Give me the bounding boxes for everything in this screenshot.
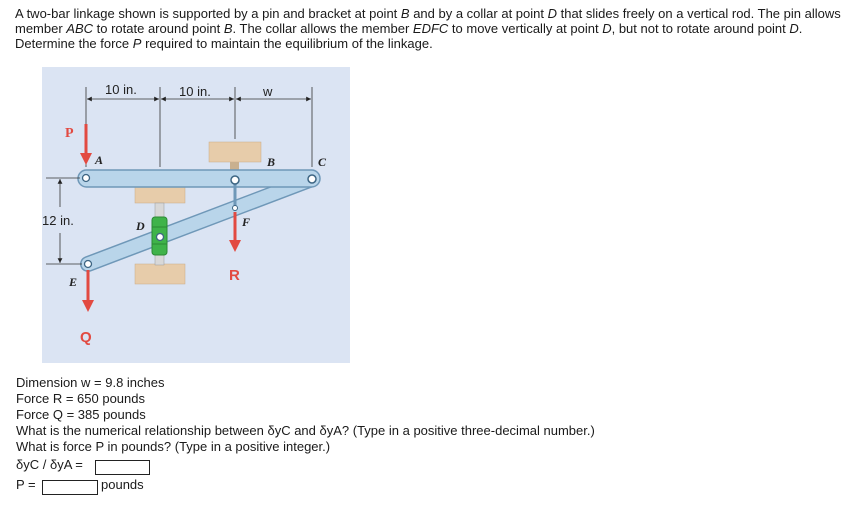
problem-text: to rotate around point <box>93 21 224 36</box>
problem-text: . The collar allows the member <box>232 21 413 36</box>
label-e: E <box>69 275 78 289</box>
member-abc-ref: ABC <box>66 21 94 36</box>
given-data <box>16 375 595 455</box>
member-abc <box>78 170 320 187</box>
label-p: P <box>65 126 74 141</box>
bracket-b <box>209 142 261 162</box>
pin-f <box>233 206 238 211</box>
pin-b <box>231 176 239 184</box>
point-b-ref: B <box>400 6 410 21</box>
point-d-ref: D <box>547 6 557 21</box>
label-d: D <box>136 219 145 233</box>
problem-text: required to maintain the equilibrium of the linkage. <box>141 36 433 51</box>
problem-text: and by a collar at point <box>409 6 548 21</box>
problem-text: to move vertically at point <box>448 21 603 36</box>
p-unit: pounds <box>101 477 144 492</box>
label-b: B <box>267 155 276 169</box>
rod-bottom-bracket <box>135 264 185 284</box>
ratio-input[interactable] <box>95 460 150 475</box>
dim-label-mid: 10 in. <box>179 84 211 99</box>
problem-text: A two-bar linkage shown is supported by a pin and bracket at point <box>15 6 401 21</box>
label-a: A <box>95 153 104 167</box>
dim-label-w: w <box>263 84 273 99</box>
p-input[interactable] <box>42 480 98 495</box>
pin-e <box>85 261 92 268</box>
dim-label-height: 12 in. <box>42 213 74 228</box>
p-label: P = <box>16 477 36 492</box>
point-d-ref: D <box>602 21 612 36</box>
pin-c <box>308 175 316 183</box>
label-r: R <box>229 267 240 284</box>
force-p-ref: P <box>132 36 142 51</box>
problem-text: . Determine the force <box>15 21 803 51</box>
point-b-ref: B <box>223 21 233 36</box>
problem-text: that slides freely on a vertical rod. The pin allows member <box>15 6 841 36</box>
linkage-figure <box>42 67 350 363</box>
question-force-p: What is force P in pounds? (Type in a positive integer.) <box>16 439 331 454</box>
dimension-w-text: Dimension w = 9.8 inches <box>16 375 165 390</box>
label-c: C <box>318 155 327 169</box>
label-q: Q <box>80 329 92 346</box>
ratio-label: δyC / δyA = <box>16 457 83 472</box>
problem-text: , but not to rotate around point <box>611 21 790 36</box>
member-edfc-ref: EDFC <box>412 21 449 36</box>
label-f: F <box>242 215 251 229</box>
pin-d <box>157 234 164 241</box>
force-r-text: Force R = 650 pounds <box>16 391 145 406</box>
dim-label-left: 10 in. <box>105 82 137 97</box>
p-answer-row <box>16 477 36 493</box>
rod-top-bracket <box>135 187 185 203</box>
ratio-answer-row <box>16 457 83 473</box>
point-d-ref: D <box>789 21 799 36</box>
pin-a <box>83 175 90 182</box>
force-q-text: Force Q = 385 pounds <box>16 407 146 422</box>
question-ratio: What is the numerical relationship between δyC and δyA? (Type in a positive three-decimal number.) <box>16 423 595 438</box>
problem-statement <box>15 6 861 51</box>
